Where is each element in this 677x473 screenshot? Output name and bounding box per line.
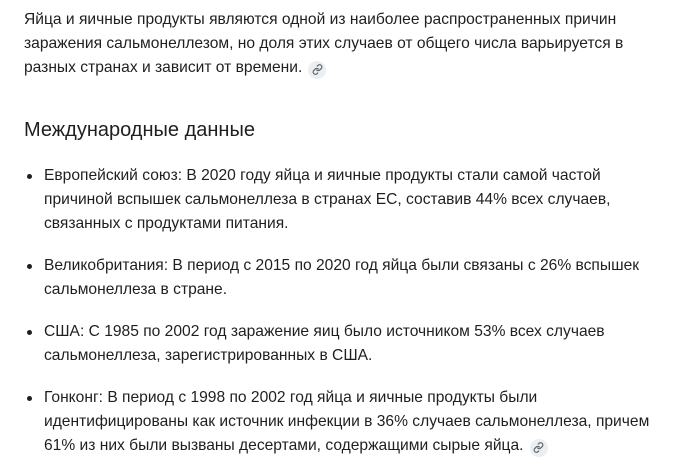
link-icon [533,442,544,453]
section-heading: Международные данные [24,119,255,141]
list-item [24,386,665,458]
bullet-icon [27,264,32,269]
list-item [24,254,665,302]
link-icon [312,64,323,75]
list-item-text: Великобритания: В период с 2015 по 2020 год яйца были связаны с 26% вспышек сальмонеллеза в стране. [44,257,640,298]
bullet-icon [27,174,32,179]
source-link-button[interactable] [530,439,548,457]
list-item-text: Гонконг: В период с 1998 по 2002 год яйца и яичные продукты были идентифицированы как источник инфекции в 36% случаев сальмонеллеза, причем 61% из них были вызваны десертами, содержащими сырые яйца. [44,389,650,454]
source-link-button[interactable] [308,61,326,79]
list-item [24,164,665,236]
intro-paragraph [24,8,665,80]
list-item-text: США: С 1985 по 2002 год заражение яиц было источником 53% всех случаев сальмонеллеза, зарегистрированных в США. [44,323,605,364]
list-item [24,320,665,368]
country-data-list [24,164,665,458]
bullet-icon [27,330,32,335]
intro-text: Яйца и яичные продукты являются одной из наиболее распространенных причин заражения сальмонеллезом, но доля этих случаев от общего числа варьируется в разных странах и зависит от времени. [24,11,624,76]
bullet-icon [27,396,32,401]
list-item-text: Европейский союз: В 2020 году яйца и яичные продукты стали самой частой причиной вспышек сальмонеллеза в странах ЕС, составив 44% всех случаев, связанных с продуктами питания. [44,167,611,232]
